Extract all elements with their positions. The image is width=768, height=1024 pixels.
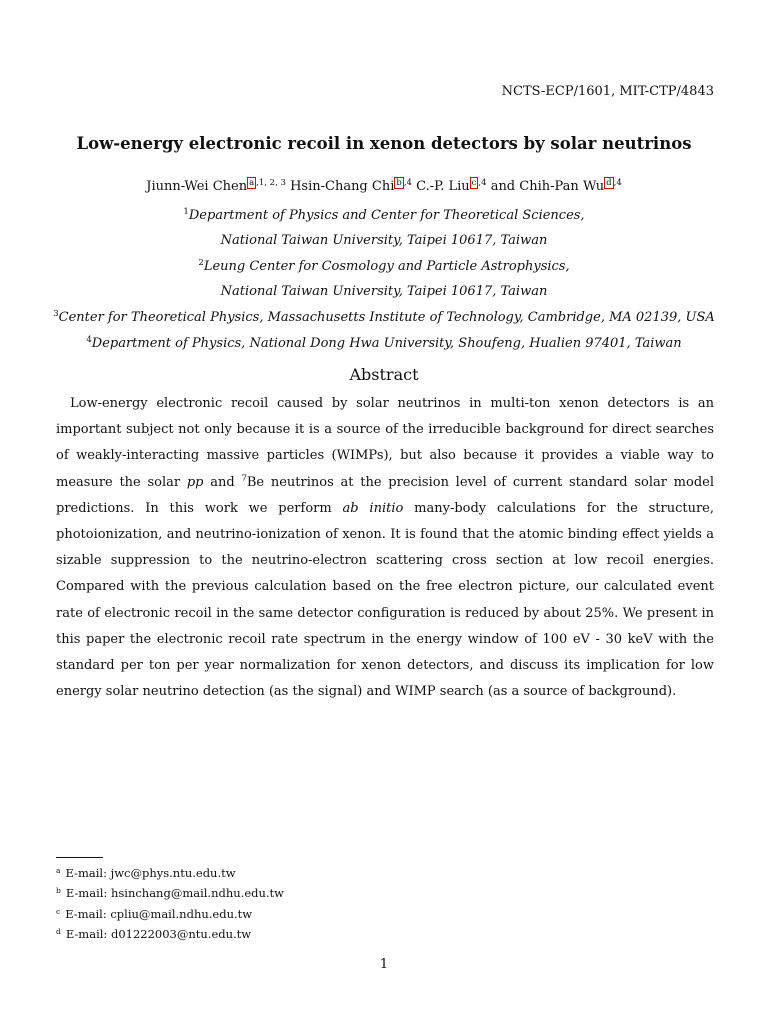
- report-number: NCTS-ECP/1601, MIT-CTP/4843: [501, 84, 714, 99]
- abstract-text: Low-energy electronic recoil caused by solar neutrinos in multi-ton xenon detectors is an important subject not only because it is a source of the irreducible background for direct searches of weakly-interacting massive particles (WIMPs), but also because it provides a viable way to measure the solar pp and $^7$Be neutrinos at the precision level of current standard solar model predictions. In this work we perform ab initio many-body calculations for the structure, photoionization, and neutrino-ionization of xenon. It is found that the atomic binding effect yields a sizable suppression to the neutrino-electron scattering cross section at low recoil energies. Compared with the previous calculation based on the free electron picture, our calculated event rate of electronic recoil in the same detector configuration is reduced by about 25%. We present in this paper the electronic recoil rate spectrum in the energy window of 100 eV - 30 keV with the standard per ton per year normalization for xenon detectors, and discuss its implication for low energy solar neutrino detection (as the signal) and WIMP search (as a source of background).: [56, 396, 715, 700]
- author-list: Jiunn-Wei Chen $^{a ,1, 2, 3}$ Hsin-Chang Chi $^{b ,4}$ C.-P. Liu $^{c ,4}$ and Chih-Pan Wu $^{d ,4}$: [146, 178, 622, 194]
- footnote-link-a[interactable]: a: [249, 178, 255, 188]
- affiliation-1-line2: National Taiwan University, Taipei 10617, Taiwan: [220, 233, 548, 248]
- abstract-heading: Abstract: [349, 365, 419, 384]
- affiliation-1: $^1$Department of Physics and Center for Theoretical Sciences,: [183, 207, 585, 223]
- affiliation-2: $^2$Leung Center for Cosmology and Particle Astrophysics,: [198, 258, 570, 274]
- affiliation-4: $^4$Department of Physics, National Dong Hwa University, Shoufeng, Hualien 97401, Taiwan: [86, 335, 682, 351]
- footnote-c: $^c$ E-mail: cpliu@mail.ndhu.edu.tw: [56, 906, 253, 921]
- page-number: 1: [379, 957, 389, 972]
- footnote-a: $^a$ E-mail: jwc@phys.ntu.edu.tw: [56, 866, 236, 880]
- footnote-link-d[interactable]: d: [606, 178, 612, 188]
- author-name: Hsin-Chang Chi: [290, 179, 395, 194]
- footnote-d: $^d$ E-mail: d01222003@ntu.edu.tw: [56, 926, 252, 941]
- author-name: C.-P. Liu: [416, 179, 470, 194]
- paper-title: Low-energy electronic recoil in xenon detectors by solar neutrinos: [76, 134, 692, 153]
- affiliation-2-line2: National Taiwan University, Taipei 10617, Taiwan: [220, 284, 548, 299]
- author-separator: and: [490, 179, 516, 194]
- affiliation-3: $^3$Center for Theoretical Physics, Massachusetts Institute of Technology, Cambridge, MA 02139, USA: [53, 309, 715, 325]
- footnotes: [56, 862, 284, 943]
- footnote-link-c[interactable]: c: [471, 178, 477, 188]
- author-affiliation-mark: 1, 2, 3: [258, 178, 286, 188]
- author-affiliation-mark: 4: [481, 178, 487, 188]
- footnote-rule: [56, 857, 103, 858]
- footnote-b: $^b$ E-mail: hsinchang@mail.ndhu.edu.tw: [56, 886, 285, 901]
- footnote-link-b[interactable]: b: [396, 178, 402, 188]
- author-affiliation-mark: 4: [406, 178, 412, 188]
- author-affiliation-mark: 4: [616, 178, 622, 188]
- author-name: Chih-Pan Wu: [519, 179, 605, 194]
- author-name: Jiunn-Wei Chen: [146, 179, 248, 194]
